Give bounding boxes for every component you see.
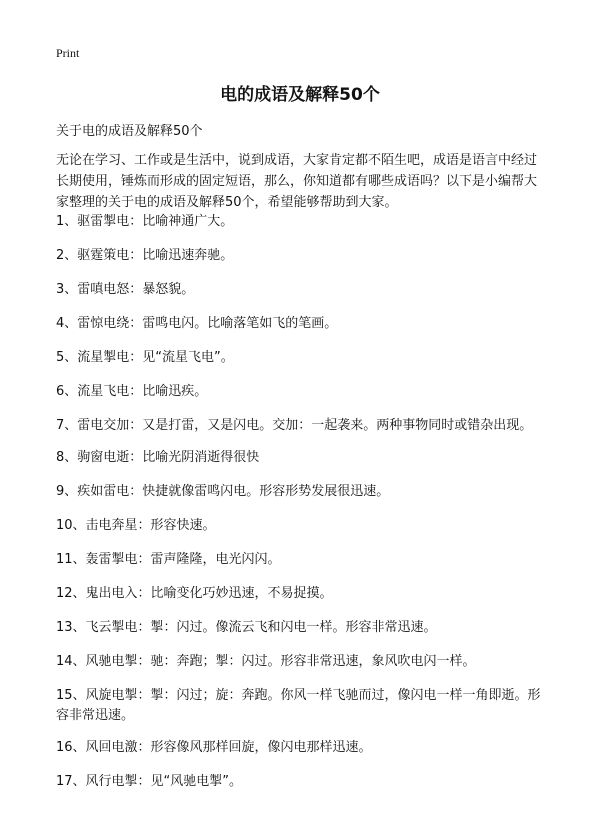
idiom-item: 8、驹窗电逝：比喻光阴消逝得很快 xyxy=(56,450,260,465)
idiom-item: 15、风旋电掣：掣：闪过；旋：奔跑。你风一样飞驰而过，像闪电一样一角即逝。形容非常迅速。 xyxy=(56,688,541,723)
idiom-item: 14、风驰电掣：驰：奔跑；掣：闪过。形容非常迅速，象风吹电闪一样。 xyxy=(56,654,476,669)
document-title: 电的成语及解释50个 xyxy=(220,85,380,105)
idiom-item: 6、流星飞电：比喻迅疾。 xyxy=(56,384,208,399)
idiom-item: 3、雷嗔电怒：暴怒貌。 xyxy=(56,282,195,297)
idiom-item: 9、疾如雷电：快捷就像雷鸣闪电。形容形势发展很迅速。 xyxy=(56,484,390,499)
print-label: Print xyxy=(56,46,80,60)
idiom-item: 7、雷电交加：又是打雷，又是闪电。交加：一起袭来。两种事物同时或错杂出现。 xyxy=(56,418,533,433)
idiom-item: 16、风回电激：形容像风那样回旋，像闪电那样迅速。 xyxy=(56,740,372,755)
document-subtitle: 关于电的成语及解释50个 xyxy=(56,124,203,139)
idiom-item: 11、轰雷掣电：雷声隆隆，电光闪闪。 xyxy=(56,552,281,567)
idiom-item: 10、击电奔星：形容快速。 xyxy=(56,518,216,533)
idiom-item: 12、鬼出电入：比喻变化巧妙迅速，不易捉摸。 xyxy=(56,586,333,601)
idiom-list xyxy=(56,212,546,806)
idiom-item: 13、飞云掣电：掣：闪过。像流云飞和闪电一样。形容非常迅速。 xyxy=(56,620,437,635)
idiom-item: 1、驱雷掣电：比喻神通广大。 xyxy=(56,214,234,229)
intro-paragraph: 无论在学习、工作或是生活中，说到成语，大家肯定都不陌生吧，成语是语言中经过长期使用，锤炼而形成的固定短语，那么，你知道都有哪些成语吗？以下是小编帮大家整理的关于电的成语及解释50个，希望能够帮助到大家。 xyxy=(56,153,538,210)
idiom-item: 2、驱霆策电：比喻迅速奔驰。 xyxy=(56,248,234,263)
idiom-item: 4、雷惊电绕：雷鸣电闪。比喻落笔如飞的笔画。 xyxy=(56,316,338,331)
idiom-item: 5、流星掣电：见“流星飞电”。 xyxy=(56,350,234,365)
idiom-item: 17、风行电掣：见“风驰电掣”。 xyxy=(56,774,243,789)
